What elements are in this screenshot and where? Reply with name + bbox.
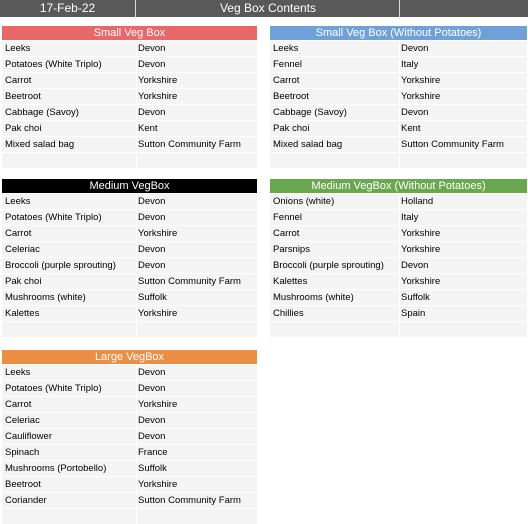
origin-cell[interactable]: Kent	[138, 123, 158, 134]
origin-cell[interactable]: Devon	[138, 244, 166, 255]
column-divider	[136, 413, 137, 428]
origin-cell[interactable]: Yorkshire	[401, 75, 441, 86]
column-divider	[136, 137, 137, 152]
vegetable-cell[interactable]: Carrot	[273, 228, 300, 239]
origin-cell[interactable]: Yorkshire	[401, 91, 441, 102]
vegetable-cell[interactable]: Celeriac	[5, 244, 40, 255]
column-divider	[136, 306, 137, 321]
origin-cell[interactable]: Holland	[401, 196, 434, 207]
vegetable-cell[interactable]: Onions (white)	[273, 196, 335, 207]
vegetable-cell[interactable]: Parsnips	[273, 244, 310, 255]
origin-cell[interactable]: Devon	[138, 107, 166, 118]
table-row[interactable]	[2, 40, 257, 56]
vegetable-cell[interactable]: Beetroot	[5, 91, 41, 102]
table-row[interactable]	[2, 460, 257, 476]
origin-cell[interactable]: Suffolk	[401, 292, 430, 303]
origin-cell[interactable]: Sutton Community Farm	[138, 139, 241, 150]
origin-cell[interactable]: Devon	[138, 212, 166, 223]
origin-cell[interactable]: Sutton Community Farm	[138, 495, 241, 506]
column-divider	[399, 121, 400, 136]
vegetable-cell[interactable]: Beetroot	[5, 479, 41, 490]
column-divider	[136, 73, 137, 88]
column-divider	[136, 290, 137, 305]
vegetable-cell[interactable]: Fennel	[273, 59, 303, 70]
column-divider	[399, 57, 400, 72]
small-veg-box-without-potatoes	[270, 26, 527, 168]
origin-cell[interactable]: Yorkshire	[138, 91, 178, 102]
table-row[interactable]	[2, 364, 257, 380]
column-divider	[136, 258, 137, 273]
table-row[interactable]	[270, 88, 527, 104]
table-row[interactable]	[2, 225, 257, 241]
origin-cell[interactable]: Devon	[401, 43, 429, 54]
table-row[interactable]	[2, 476, 257, 492]
column-divider	[136, 365, 137, 380]
vegetable-cell[interactable]: Coriander	[5, 495, 47, 506]
table-row[interactable]	[2, 241, 257, 257]
large-veg-box	[2, 350, 257, 524]
vegetable-cell[interactable]: Chillies	[273, 308, 304, 319]
vegetable-cell[interactable]: Mixed salad bag	[5, 139, 75, 150]
vegetable-cell[interactable]: Beetroot	[273, 91, 309, 102]
origin-cell[interactable]: Yorkshire	[138, 479, 178, 490]
column-divider	[399, 41, 400, 56]
table-row[interactable]	[2, 492, 257, 508]
column-divider	[399, 258, 400, 273]
vegetable-cell[interactable]: Potatoes (White Triplo)	[5, 383, 102, 394]
vegetable-cell[interactable]: Pak choi	[5, 276, 42, 287]
table-row[interactable]	[2, 104, 257, 120]
page-title[interactable]: Veg Box Contents	[219, 1, 317, 15]
column-divider	[136, 397, 137, 412]
column-divider	[136, 57, 137, 72]
table-row[interactable]	[2, 152, 257, 168]
table-row[interactable]	[2, 120, 257, 136]
table-row[interactable]	[270, 289, 527, 305]
origin-cell[interactable]: Sutton Community Farm	[138, 276, 241, 287]
table-row[interactable]	[2, 380, 257, 396]
table-row[interactable]	[2, 136, 257, 152]
column-divider	[399, 194, 400, 209]
vegetable-cell[interactable]: Mushrooms (Portobello)	[5, 463, 107, 474]
vegetable-cell[interactable]: Potatoes (White Triplo)	[5, 212, 102, 223]
vegetable-cell[interactable]: Fennel	[273, 212, 303, 223]
table-row[interactable]	[2, 444, 257, 460]
vegetable-cell[interactable]: Leeks	[273, 43, 299, 54]
table-row[interactable]	[2, 396, 257, 412]
vegetable-cell[interactable]: Pak choi	[5, 123, 42, 134]
divider	[399, 0, 400, 17]
column-divider	[136, 445, 137, 460]
medium-veg-box	[2, 179, 257, 337]
origin-cell[interactable]: Devon	[138, 383, 166, 394]
column-divider	[136, 41, 137, 56]
table-row[interactable]	[2, 305, 257, 321]
column-divider	[136, 210, 137, 225]
origin-cell[interactable]: Yorkshire	[138, 228, 178, 239]
vegetable-cell[interactable]: Kalettes	[5, 308, 40, 319]
column-divider	[136, 153, 137, 168]
vegetable-cell[interactable]: Kalettes	[273, 276, 308, 287]
table-row[interactable]	[270, 241, 527, 257]
table-row[interactable]	[270, 136, 527, 152]
column-divider	[399, 137, 400, 152]
origin-cell[interactable]: Yorkshire	[401, 276, 441, 287]
box-title[interactable]: Large VegBox	[2, 350, 257, 364]
origin-cell[interactable]: Devon	[138, 260, 166, 271]
column-divider	[136, 461, 137, 476]
origin-cell[interactable]: Devon	[138, 367, 166, 378]
table-row[interactable]	[270, 104, 527, 120]
origin-cell[interactable]: Devon	[401, 260, 429, 271]
table-row[interactable]	[270, 193, 527, 209]
column-divider	[136, 322, 137, 337]
small-veg-box	[2, 26, 257, 168]
origin-cell[interactable]: Italy	[401, 212, 419, 223]
table-row[interactable]	[270, 305, 527, 321]
column-divider	[136, 477, 137, 492]
table-row[interactable]	[2, 508, 257, 524]
date-cell[interactable]: 17-Feb-22	[39, 1, 96, 15]
origin-cell[interactable]: Suffolk	[138, 463, 167, 474]
origin-cell[interactable]: Yorkshire	[138, 308, 178, 319]
table-row[interactable]	[2, 56, 257, 72]
table-row[interactable]	[2, 412, 257, 428]
vegetable-cell[interactable]: Cabbage (Savoy)	[5, 107, 79, 118]
column-divider	[399, 306, 400, 321]
column-divider	[136, 493, 137, 508]
column-divider	[399, 242, 400, 257]
table-row[interactable]	[2, 88, 257, 104]
column-divider	[399, 322, 400, 337]
column-divider	[399, 105, 400, 120]
vegetable-cell[interactable]: Carrot	[273, 75, 300, 86]
table-row[interactable]	[270, 152, 527, 168]
box-title[interactable]: Medium VegBox (Without Potatoes)	[270, 179, 527, 193]
column-divider	[399, 89, 400, 104]
table-row[interactable]	[270, 257, 527, 273]
origin-cell[interactable]: Devon	[138, 415, 166, 426]
origin-cell[interactable]: Yorkshire	[138, 75, 178, 86]
column-divider	[136, 194, 137, 209]
table-row[interactable]	[270, 72, 527, 88]
column-divider	[136, 381, 137, 396]
origin-cell[interactable]: Devon	[401, 107, 429, 118]
vegetable-cell[interactable]: Spinach	[5, 447, 40, 458]
table-row[interactable]	[270, 225, 527, 241]
vegetable-cell[interactable]: Leeks	[5, 196, 31, 207]
table-row[interactable]	[270, 120, 527, 136]
box-title[interactable]: Small Veg Box	[2, 26, 257, 40]
box-title[interactable]: Medium VegBox	[2, 179, 257, 193]
vegetable-cell[interactable]: Pak choi	[273, 123, 310, 134]
origin-cell[interactable]: Italy	[401, 59, 419, 70]
origin-cell[interactable]: Yorkshire	[401, 244, 441, 255]
table-row[interactable]	[2, 72, 257, 88]
table-row[interactable]	[270, 209, 527, 225]
table-row[interactable]	[2, 193, 257, 209]
column-divider	[136, 274, 137, 289]
vegetable-cell[interactable]: Broccoli (purple sprouting)	[5, 260, 116, 271]
origin-cell[interactable]: France	[138, 447, 168, 458]
vegetable-cell[interactable]: Cabbage (Savoy)	[273, 107, 347, 118]
vegetable-cell[interactable]: Leeks	[5, 367, 31, 378]
table-row[interactable]	[2, 428, 257, 444]
table-row[interactable]	[270, 321, 527, 337]
vegetable-cell[interactable]: Mixed salad bag	[273, 139, 343, 150]
vegetable-cell[interactable]: Carrot	[5, 228, 32, 239]
column-divider	[399, 73, 400, 88]
origin-cell[interactable]: Kent	[401, 123, 421, 134]
origin-cell[interactable]: Devon	[138, 59, 166, 70]
origin-cell[interactable]: Suffolk	[138, 292, 167, 303]
table-row[interactable]	[2, 321, 257, 337]
vegetable-cell[interactable]: Mushrooms (white)	[273, 292, 354, 303]
table-row[interactable]	[2, 257, 257, 273]
origin-cell[interactable]: Sutton Community Farm	[401, 139, 504, 150]
medium-veg-box-without-potatoes	[270, 179, 527, 337]
origin-cell[interactable]: Yorkshire	[138, 399, 178, 410]
table-row[interactable]	[2, 273, 257, 289]
origin-cell[interactable]: Yorkshire	[401, 228, 441, 239]
column-divider	[136, 429, 137, 444]
vegetable-cell[interactable]: Potatoes (White Triplo)	[5, 59, 102, 70]
column-divider	[399, 290, 400, 305]
vegetable-cell[interactable]: Carrot	[5, 399, 32, 410]
vegetable-cell[interactable]: Cauliflower	[5, 431, 52, 442]
column-divider	[136, 242, 137, 257]
title-bar	[0, 0, 528, 17]
column-divider	[399, 153, 400, 168]
column-divider	[136, 105, 137, 120]
column-divider	[399, 274, 400, 289]
vegetable-cell[interactable]: Celeriac	[5, 415, 40, 426]
box-title[interactable]: Small Veg Box (Without Potatoes)	[270, 26, 527, 40]
table-row[interactable]	[270, 56, 527, 72]
column-divider	[399, 226, 400, 241]
origin-cell[interactable]: Devon	[138, 196, 166, 207]
table-row[interactable]	[2, 209, 257, 225]
vegetable-cell[interactable]: Leeks	[5, 43, 31, 54]
table-row[interactable]	[270, 273, 527, 289]
origin-cell[interactable]: Devon	[138, 431, 166, 442]
origin-cell[interactable]: Spain	[401, 308, 426, 319]
origin-cell[interactable]: Devon	[138, 43, 166, 54]
column-divider	[136, 509, 137, 524]
table-row[interactable]	[270, 40, 527, 56]
vegetable-cell[interactable]: Carrot	[5, 75, 32, 86]
column-divider	[136, 226, 137, 241]
table-row[interactable]	[2, 289, 257, 305]
vegetable-cell[interactable]: Broccoli (purple sprouting)	[273, 260, 384, 271]
column-divider	[136, 89, 137, 104]
vegetable-cell[interactable]: Mushrooms (white)	[5, 292, 86, 303]
column-divider	[136, 121, 137, 136]
column-divider	[399, 210, 400, 225]
